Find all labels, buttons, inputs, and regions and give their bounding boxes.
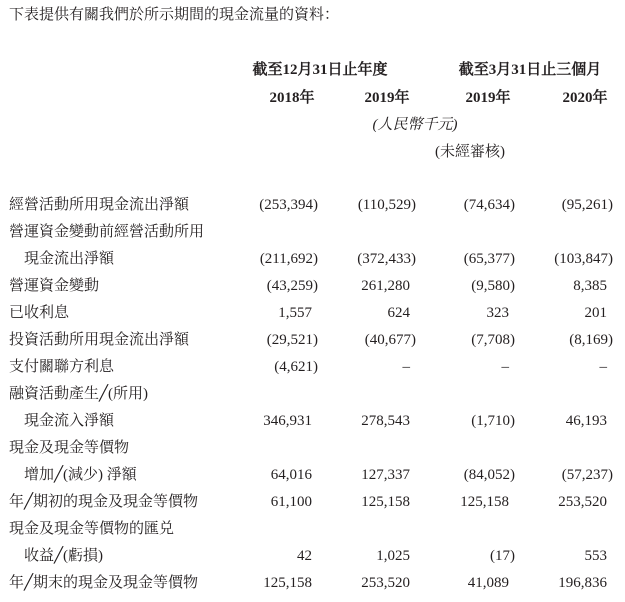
unaudited-note: (未經審核): [435, 144, 505, 160]
row-label: 收益╱(虧損): [24, 548, 104, 564]
row-value: (8,169): [569, 332, 613, 348]
table-row: [0, 412, 625, 430]
header-quarter-group: 截至3月31日止三個月: [458, 62, 602, 78]
row-label: 營運資金變動前經營活動所用: [9, 224, 205, 240]
row-value: 125,158: [361, 494, 410, 510]
row-value: –: [599, 359, 607, 375]
header-q-2019: 2019年: [465, 90, 511, 106]
table-row: [0, 493, 625, 511]
row-value: (110,529): [357, 197, 416, 213]
header-year-group: 截至12月31日止年度: [252, 62, 388, 78]
row-value: 253,520: [558, 494, 607, 510]
row-value: 278,543: [361, 413, 410, 429]
currency-note: (人民幣千元): [372, 117, 458, 133]
row-label: 支付關聯方利息: [9, 359, 115, 375]
row-label: 營運資金變動: [9, 278, 100, 294]
row-value: 261,280: [361, 278, 410, 294]
table-row: [0, 196, 625, 214]
row-value: –: [501, 359, 509, 375]
row-value: 553: [584, 548, 607, 564]
row-value: (29,521): [266, 332, 318, 348]
row-value: (17): [490, 548, 515, 564]
row-value: (95,261): [561, 197, 613, 213]
row-value: 1,557: [278, 305, 312, 321]
row-value: (372,433): [357, 251, 416, 267]
row-label: 增加╱(減少) 淨額: [24, 467, 137, 483]
row-label: 年╱期初的現金及現金等價物: [9, 494, 199, 510]
row-value: 46,193: [565, 413, 607, 429]
row-value: 42: [297, 548, 312, 564]
table-row: [0, 547, 625, 565]
row-label: 現金流出淨額: [24, 251, 115, 267]
row-label: 現金及現金等價物: [9, 440, 130, 456]
row-label: 現金及現金等價物的匯兑: [9, 521, 175, 537]
header-year-2019: 2019年: [364, 90, 410, 106]
row-value: (65,377): [463, 251, 515, 267]
row-value: 41,089: [467, 575, 509, 591]
row-value: (43,259): [266, 278, 318, 294]
row-label: 年╱期末的現金及現金等價物: [9, 575, 199, 591]
row-value: 61,100: [270, 494, 312, 510]
intro-text: 下表提供有關我們於所示期間的現金流量的資料：: [9, 7, 340, 23]
header-q-2020: 2020年: [562, 90, 608, 106]
row-value: 125,158: [263, 575, 312, 591]
row-value: (74,634): [463, 197, 515, 213]
row-value: 253,520: [361, 575, 410, 591]
row-value: 1,025: [376, 548, 410, 564]
row-value: (7,708): [471, 332, 515, 348]
table-row: [0, 385, 625, 403]
row-value: 624: [387, 305, 410, 321]
table-row: [0, 331, 625, 349]
row-value: 8,385: [573, 278, 607, 294]
table-row: [0, 439, 625, 457]
row-value: (211,692): [259, 251, 318, 267]
row-value: 201: [584, 305, 607, 321]
table-row: [0, 304, 625, 322]
row-label: 投資活動所用現金流出淨額: [9, 332, 190, 348]
row-value: (9,580): [471, 278, 515, 294]
row-value: 64,016: [270, 467, 312, 483]
table-row: [0, 223, 625, 241]
row-label: 經營活動所用現金流出淨額: [9, 197, 190, 213]
row-value: (103,847): [554, 251, 613, 267]
row-label: 已收利息: [9, 305, 70, 321]
row-value: –: [402, 359, 410, 375]
row-value: (4,621): [274, 359, 318, 375]
row-value: (57,237): [561, 467, 613, 483]
row-label: 現金流入淨額: [24, 413, 115, 429]
table-row: [0, 358, 625, 376]
row-label: 融資活動產生╱(所用): [9, 386, 149, 402]
row-value: 196,836: [558, 575, 607, 591]
table-row: [0, 277, 625, 295]
row-value: (40,677): [364, 332, 416, 348]
row-value: (84,052): [463, 467, 515, 483]
row-value: (253,394): [259, 197, 318, 213]
table-row: [0, 574, 625, 592]
row-value: 346,931: [263, 413, 312, 429]
table-row: [0, 250, 625, 268]
row-value: 125,158: [460, 494, 509, 510]
table-row: [0, 466, 625, 484]
header-year-2018: 2018年: [269, 90, 315, 106]
row-value: (1,710): [471, 413, 515, 429]
row-value: 323: [486, 305, 509, 321]
table-row: [0, 520, 625, 538]
row-value: 127,337: [361, 467, 410, 483]
